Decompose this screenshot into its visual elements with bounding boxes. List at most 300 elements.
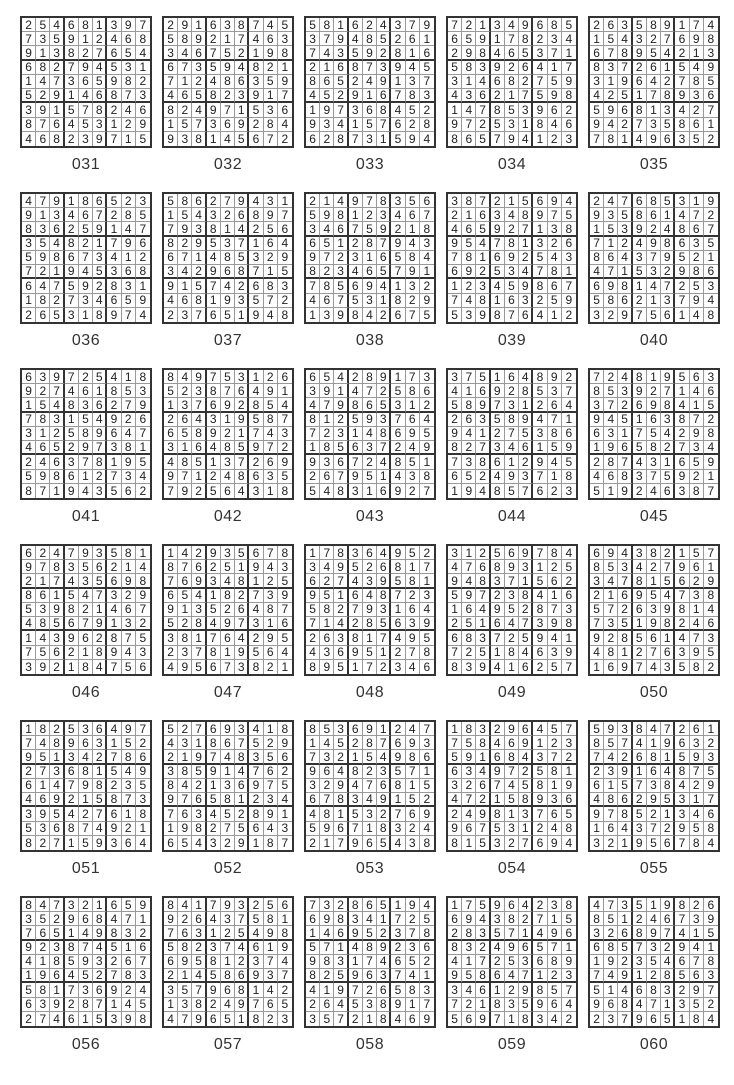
sudoku-cell: 6 [22, 779, 36, 793]
sudoku-puzzle [588, 720, 722, 877]
sudoku-cell: 1 [136, 279, 150, 293]
sudoku-cell: 6 [36, 793, 50, 807]
sudoku-cell: 9 [278, 589, 292, 603]
sudoku-cell: 7 [476, 103, 490, 117]
sudoku-cell: 2 [377, 926, 391, 940]
sudoku-cell: 4 [406, 660, 420, 674]
sudoku-cell: 6 [661, 132, 675, 146]
sudoku-cell: 8 [178, 32, 192, 46]
sudoku-cell: 2 [533, 822, 547, 836]
sudoku-cell: 2 [633, 61, 647, 75]
sudoku-cell: 3 [391, 194, 405, 208]
sudoku-cell: 6 [448, 265, 462, 279]
sudoku-cell: 6 [476, 89, 490, 103]
sudoku-cell: 6 [590, 46, 604, 60]
sudoku-cell: 1 [590, 222, 604, 236]
sudoku-cell: 7 [675, 912, 689, 926]
sudoku-cell: 1 [491, 793, 505, 807]
puzzle-number: 051 [71, 860, 101, 877]
sudoku-cell: 1 [249, 574, 263, 588]
sudoku-cell: 7 [505, 765, 519, 779]
sudoku-cell: 2 [122, 983, 136, 997]
sudoku-cell: 6 [377, 89, 391, 103]
sudoku-cell: 4 [178, 370, 192, 384]
sudoku-cell: 8 [661, 617, 675, 631]
sudoku-cell: 4 [590, 898, 604, 912]
sudoku-cell: 8 [334, 208, 348, 222]
sudoku-cell: 7 [377, 441, 391, 455]
sudoku-cell: 1 [406, 222, 420, 236]
sudoku-cell: 8 [320, 279, 334, 293]
sudoku-cell: 1 [462, 384, 476, 398]
sudoku-cell: 9 [406, 898, 420, 912]
sudoku-cell: 1 [192, 736, 206, 750]
sudoku-cell: 9 [476, 1012, 490, 1026]
sudoku-cell: 9 [633, 1012, 647, 1026]
sudoku-cell: 5 [249, 646, 263, 660]
sudoku-cell: 2 [505, 631, 519, 645]
sudoku-cell: 2 [491, 955, 505, 969]
sudoku-cell: 5 [633, 631, 647, 645]
sudoku-cell: 5 [519, 46, 533, 60]
sudoku-cell: 9 [476, 807, 490, 821]
sudoku-cell: 4 [590, 470, 604, 484]
sudoku-cell: 4 [139, 835, 147, 850]
sudoku-cell: 9 [562, 75, 576, 89]
sudoku-cell: 6 [264, 998, 278, 1012]
sudoku-cell: 2 [565, 307, 573, 322]
sudoku-cell: 9 [36, 660, 50, 674]
puzzle-number: 041 [71, 508, 101, 525]
sudoku-cell: 2 [633, 484, 647, 498]
sudoku-cell: 3 [476, 926, 490, 940]
sudoku-cell: 6 [363, 969, 377, 983]
sudoku-cell: 5 [491, 265, 505, 279]
sudoku-cell: 4 [633, 736, 647, 750]
sudoku-cell: 3 [349, 251, 363, 265]
sudoku-cell: 1 [562, 941, 576, 955]
sudoku-cell: 5 [79, 836, 93, 850]
sudoku-cell: 2 [334, 603, 348, 617]
sudoku-cell: 2 [164, 413, 178, 427]
sudoku-cell: 1 [93, 384, 107, 398]
sudoku-cell: 6 [122, 265, 136, 279]
sudoku-cell: 6 [192, 441, 206, 455]
sudoku-cell: 6 [50, 646, 64, 660]
sudoku-cell: 2 [462, 18, 476, 32]
sudoku-cell: 4 [264, 983, 278, 997]
sudoku-cell: 5 [618, 208, 632, 222]
sudoku-cell: 5 [377, 32, 391, 46]
sudoku-cell: 6 [377, 484, 391, 498]
sudoku-cell: 5 [349, 560, 363, 574]
sudoku-cell: 6 [690, 222, 704, 236]
sudoku-cell: 6 [618, 294, 632, 308]
sudoku-cell: 1 [391, 75, 405, 89]
sudoku-cell: 3 [633, 32, 647, 46]
sudoku-cell: 5 [462, 617, 476, 631]
sudoku-cell: 4 [448, 955, 462, 969]
sudoku-cell: 3 [618, 560, 632, 574]
sudoku-puzzle [446, 16, 580, 173]
sudoku-cell: 4 [235, 631, 249, 645]
sudoku-cell: 7 [448, 998, 462, 1012]
sudoku-cell: 1 [533, 132, 547, 146]
sudoku-cell: 6 [533, 484, 547, 498]
sudoku-cell: 3 [249, 750, 263, 764]
sudoku-cell: 2 [349, 617, 363, 631]
sudoku-cell: 3 [647, 455, 661, 469]
sudoku-cell: 8 [647, 441, 661, 455]
sudoku-cell: 1 [476, 18, 490, 32]
sudoku-cell: 7 [675, 294, 689, 308]
sudoku-cell: 2 [235, 398, 249, 412]
sudoku-cell: 1 [533, 969, 547, 983]
sudoku-cell: 4 [363, 589, 377, 603]
sudoku-cell: 3 [50, 208, 64, 222]
sudoku-cell: 9 [661, 603, 675, 617]
sudoku-cell: 1 [192, 470, 206, 484]
sudoku-cell: 9 [164, 470, 178, 484]
sudoku-cell: 1 [50, 103, 64, 117]
sudoku-cell: 4 [462, 983, 476, 997]
puzzle-number: 055 [639, 860, 669, 877]
sudoku-cell: 6 [618, 589, 632, 603]
sudoku-cell: 4 [707, 835, 715, 850]
sudoku-cell: 1 [604, 237, 618, 251]
sudoku-cell: 6 [519, 660, 533, 674]
sudoku-cell: 6 [448, 32, 462, 46]
sudoku-cell: 1 [690, 46, 704, 60]
sudoku-cell: 2 [50, 722, 64, 736]
sudoku-cell: 4 [604, 194, 618, 208]
sudoku-cell: 2 [533, 294, 547, 308]
sudoku-cell: 8 [462, 398, 476, 412]
sudoku-cell: 2 [363, 455, 377, 469]
sudoku-cell: 7 [122, 398, 136, 412]
sudoku-cell: 2 [207, 194, 221, 208]
puzzle-number: 033 [355, 156, 385, 173]
sudoku-cell: 1 [207, 132, 221, 146]
sudoku-cell: 5 [406, 194, 420, 208]
sudoku-cell: 7 [107, 470, 121, 484]
sudoku-cell: 1 [50, 484, 64, 498]
sudoku-cell: 8 [661, 237, 675, 251]
sudoku-cell: 3 [306, 222, 320, 236]
sudoku-cell: 6 [420, 384, 434, 398]
sudoku-cell: 7 [22, 926, 36, 940]
sudoku-cell: 8 [661, 779, 675, 793]
sudoku-cell: 9 [690, 983, 704, 997]
sudoku-cell: 1 [548, 779, 562, 793]
sudoku-cell: 8 [519, 589, 533, 603]
sudoku-cell: 9 [604, 279, 618, 293]
sudoku-cell: 7 [618, 455, 632, 469]
sudoku-cell: 4 [548, 1012, 562, 1026]
sudoku-cell: 6 [221, 631, 235, 645]
sudoku-cell: 5 [178, 118, 192, 132]
sudoku-cell: 8 [704, 32, 718, 46]
sudoku-cell: 8 [707, 307, 715, 322]
sudoku-cell: 1 [22, 294, 36, 308]
sudoku-cell: 8 [675, 765, 689, 779]
sudoku-cell: 6 [462, 413, 476, 427]
sudoku-cell: 5 [462, 736, 476, 750]
sudoku-cell: 1 [278, 807, 292, 821]
sudoku-cell: 2 [50, 294, 64, 308]
sudoku-cell: 9 [533, 793, 547, 807]
sudoku-cell: 2 [448, 46, 462, 60]
sudoku-cell: 9 [334, 308, 348, 322]
sudoku-cell: 2 [604, 836, 618, 850]
sudoku-cell: 3 [136, 793, 150, 807]
sudoku-cell: 6 [349, 279, 363, 293]
sudoku-cell: 7 [647, 89, 661, 103]
sudoku-cell: 4 [249, 722, 263, 736]
sudoku-cell: 2 [690, 103, 704, 117]
sudoku-cell: 1 [633, 279, 647, 293]
sudoku-cell: 5 [22, 822, 36, 836]
sudoku-cell: 9 [93, 926, 107, 940]
sudoku-cell: 1 [278, 61, 292, 75]
sudoku-cell: 8 [349, 898, 363, 912]
sudoku-cell: 7 [590, 237, 604, 251]
sudoku-cell: 8 [618, 46, 632, 60]
sudoku-cell: 9 [334, 32, 348, 46]
sudoku-cell: 2 [349, 237, 363, 251]
sudoku-cell: 8 [136, 32, 150, 46]
sudoku-cell: 7 [278, 208, 292, 222]
sudoku-cell: 7 [221, 194, 235, 208]
sudoku-cell: 5 [221, 807, 235, 821]
sudoku-cell: 5 [264, 398, 278, 412]
sudoku-cell: 7 [661, 560, 675, 574]
sudoku-cell: 2 [519, 455, 533, 469]
sudoku-cell: 2 [363, 208, 377, 222]
sudoku-cell: 3 [50, 941, 64, 955]
sudoku-cell: 3 [79, 574, 93, 588]
sudoku-cell: 6 [476, 560, 490, 574]
sudoku-cell: 7 [675, 441, 689, 455]
sudoku-cell: 8 [221, 75, 235, 89]
puzzle-number: 032 [213, 156, 243, 173]
sudoku-cell: 7 [192, 308, 206, 322]
sudoku-cell: 9 [661, 736, 675, 750]
sudoku-cell: 3 [604, 208, 618, 222]
puzzle-number: 049 [497, 684, 527, 701]
sudoku-cell: 6 [79, 208, 93, 222]
sudoku-cell: 3 [548, 793, 562, 807]
sudoku-cell: 5 [590, 294, 604, 308]
sudoku-cell: 7 [476, 589, 490, 603]
sudoku-cell: 3 [349, 546, 363, 560]
sudoku-cell: 5 [320, 237, 334, 251]
sudoku-puzzle [304, 368, 438, 525]
sudoku-cell: 5 [519, 194, 533, 208]
sudoku-cell: 8 [192, 617, 206, 631]
puzzle-number: 058 [355, 1036, 385, 1053]
sudoku-cell: 8 [22, 589, 36, 603]
sudoku-cell: 5 [633, 265, 647, 279]
sudoku-cell: 7 [462, 370, 476, 384]
sudoku-cell: 2 [448, 926, 462, 940]
sudoku-cell: 7 [363, 384, 377, 398]
sudoku-cell: 1 [22, 398, 36, 412]
sudoku-cell: 1 [618, 132, 632, 146]
sudoku-cell: 6 [306, 793, 320, 807]
sudoku-cell: 6 [704, 89, 718, 103]
sudoku-cell: 2 [562, 370, 576, 384]
sudoku-cell: 7 [36, 560, 50, 574]
sudoku-cell: 6 [320, 631, 334, 645]
sudoku-cell: 3 [22, 660, 36, 674]
sudoku-cell: 2 [122, 118, 136, 132]
sudoku-cell: 4 [704, 294, 718, 308]
sudoku-cell: 9 [249, 560, 263, 574]
sudoku-cell: 3 [93, 251, 107, 265]
sudoku-cell: 8 [491, 560, 505, 574]
sudoku-cell: 7 [264, 294, 278, 308]
sudoku-cell: 3 [548, 646, 562, 660]
sudoku-cell: 6 [491, 75, 505, 89]
sudoku-cell: 2 [633, 294, 647, 308]
sudoku-cell: 2 [79, 46, 93, 60]
sudoku-cell: 8 [334, 912, 348, 926]
sudoku-cell: 3 [519, 103, 533, 117]
sudoku-cell: 6 [562, 237, 576, 251]
sudoku-cell: 9 [377, 941, 391, 955]
sudoku-cell: 3 [107, 265, 121, 279]
sudoku-cell: 4 [420, 413, 434, 427]
sudoku-cell: 4 [278, 398, 292, 412]
sudoku-cell: 5 [264, 222, 278, 236]
sudoku-cell: 3 [36, 822, 50, 836]
sudoku-cell: 1 [604, 75, 618, 89]
sudoku-cell: 9 [349, 969, 363, 983]
sudoku-cell: 1 [519, 237, 533, 251]
sudoku-cell: 9 [107, 646, 121, 660]
sudoku-cell: 2 [618, 398, 632, 412]
sudoku-cell: 3 [391, 926, 405, 940]
sudoku-cell: 9 [278, 75, 292, 89]
sudoku-cell: 6 [192, 46, 206, 60]
sudoku-cell: 6 [264, 455, 278, 469]
sudoku-grid [20, 896, 152, 1028]
sudoku-cell: 9 [107, 75, 121, 89]
sudoku-cell: 5 [278, 265, 292, 279]
sudoku-cell: 4 [690, 807, 704, 821]
sudoku-cell: 1 [647, 898, 661, 912]
sudoku-cell: 6 [690, 969, 704, 983]
sudoku-cell: 4 [548, 118, 562, 132]
sudoku-cell: 1 [505, 660, 519, 674]
sudoku-cell: 8 [420, 118, 434, 132]
sudoku-cell: 8 [391, 294, 405, 308]
sudoku-cell: 6 [505, 546, 519, 560]
sudoku-cell: 5 [661, 118, 675, 132]
sudoku-cell: 5 [65, 427, 79, 441]
sudoku-cell: 6 [604, 660, 618, 674]
sudoku-cell: 4 [519, 750, 533, 764]
sudoku-cell: 8 [391, 779, 405, 793]
sudoku-cell: 4 [22, 617, 36, 631]
sudoku-cell: 4 [249, 194, 263, 208]
sudoku-cell: 9 [675, 560, 689, 574]
sudoku-cell: 3 [235, 722, 249, 736]
sudoku-cell: 3 [533, 617, 547, 631]
sudoku-cell: 7 [93, 807, 107, 821]
sudoku-cell: 9 [349, 89, 363, 103]
sudoku-cell: 5 [690, 546, 704, 560]
sudoku-cell: 8 [462, 251, 476, 265]
sudoku-cell: 4 [22, 132, 36, 146]
sudoku-cell: 4 [36, 736, 50, 750]
sudoku-cell: 5 [79, 560, 93, 574]
sudoku-cell: 9 [505, 722, 519, 736]
sudoku-cell: 2 [661, 822, 675, 836]
sudoku-cell: 6 [690, 560, 704, 574]
sudoku-cell: 6 [647, 1012, 661, 1026]
sudoku-cell: 3 [164, 983, 178, 997]
sudoku-puzzle [20, 896, 154, 1053]
sudoku-cell: 3 [462, 765, 476, 779]
sudoku-cell: 6 [590, 779, 604, 793]
sudoku-cell: 6 [618, 103, 632, 117]
sudoku-cell: 4 [334, 370, 348, 384]
sudoku-cell: 3 [675, 998, 689, 1012]
sudoku-puzzle [588, 896, 722, 1053]
puzzle-number: 056 [71, 1036, 101, 1053]
sudoku-cell: 4 [533, 61, 547, 75]
sudoku-cell: 5 [22, 983, 36, 997]
sudoku-cell: 8 [505, 750, 519, 764]
sudoku-cell: 9 [448, 237, 462, 251]
sudoku-cell: 3 [462, 660, 476, 674]
sudoku-cell: 8 [334, 793, 348, 807]
sudoku-cell: 8 [704, 427, 718, 441]
sudoku-cell: 9 [50, 89, 64, 103]
sudoku-cell: 7 [65, 546, 79, 560]
sudoku-cell: 3 [363, 807, 377, 821]
sudoku-cell: 7 [207, 370, 221, 384]
sudoku-cell: 2 [363, 18, 377, 32]
sudoku-cell: 4 [349, 265, 363, 279]
sudoku-cell: 3 [320, 308, 334, 322]
sudoku-cell: 8 [281, 483, 289, 498]
sudoku-cell: 5 [661, 470, 675, 484]
sudoku-cell: 2 [420, 793, 434, 807]
sudoku-cell: 6 [704, 384, 718, 398]
sudoku-cell: 4 [505, 969, 519, 983]
sudoku-cell: 5 [406, 546, 420, 560]
sudoku-cell: 5 [306, 18, 320, 32]
sudoku-cell: 4 [278, 955, 292, 969]
sudoku-cell: 9 [675, 941, 689, 955]
sudoku-cell: 3 [278, 560, 292, 574]
sudoku-cell: 7 [377, 736, 391, 750]
sudoku-cell: 7 [633, 427, 647, 441]
sudoku-cell: 3 [647, 265, 661, 279]
sudoku-cell: 6 [334, 222, 348, 236]
sudoku-cell: 9 [221, 617, 235, 631]
sudoku-cell: 2 [349, 75, 363, 89]
sudoku-cell: 7 [320, 546, 334, 560]
sudoku-cell: 6 [406, 208, 420, 222]
sudoku-cell: 6 [136, 941, 150, 955]
sudoku-cell: 2 [122, 589, 136, 603]
sudoku-cell: 2 [476, 793, 490, 807]
sudoku-cell: 4 [675, 779, 689, 793]
